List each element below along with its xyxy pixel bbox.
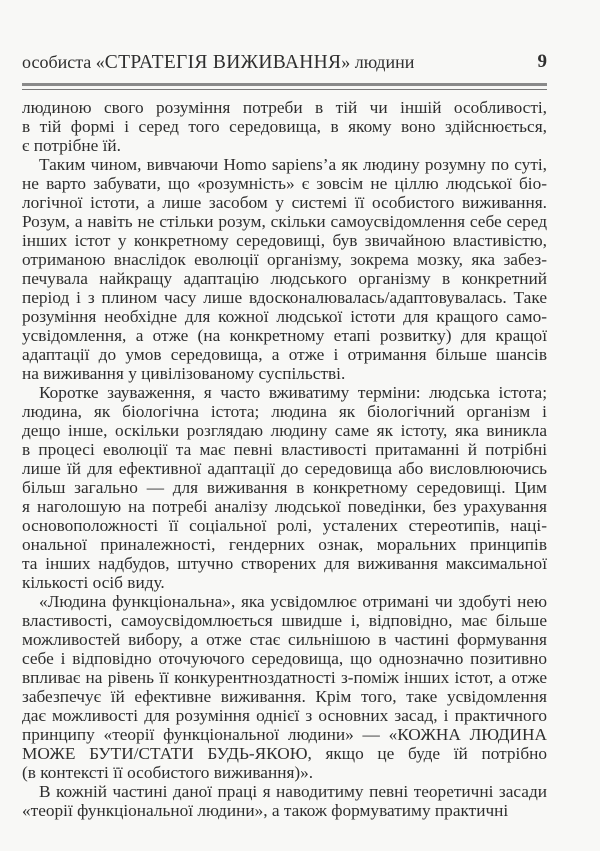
page-number: 9: [537, 51, 547, 72]
text-line: ональної приналежності, гендерних ознак, моральних принципів: [22, 535, 547, 554]
paragraph: [22, 98, 547, 155]
text-line: основоположності її соціальної ролі, усталених стереотипів, наці-: [22, 516, 547, 535]
running-header: [22, 52, 547, 76]
paragraph: [22, 155, 547, 383]
text-line: властивості, самоусвідомлюється швидше і, відповідно, має більше: [22, 611, 547, 630]
text-line: людина, як біологічна істота; людина як біологічний організм і: [22, 402, 547, 421]
text-line: «теорії функціональної людини», а також формуватиму практичні: [22, 801, 509, 820]
text-line: дає можливості для розуміння однієї з основних засад, і практичного: [22, 706, 547, 725]
text-line: в процесі еволюції та має певні властивості притаманні й потрібні: [22, 440, 547, 459]
text-line: інших істот у конкретному середовищі, був звичайною властивістю,: [22, 231, 547, 250]
text-line: логічної істоти, а лише засобом у системі її особистого виживання.: [22, 193, 547, 212]
text-line: на виживання у цивілізованому суспільстві.: [22, 364, 346, 383]
text-line: Таким чином, вивчаючи Homo sapiens’a як людину розумну по суті,: [39, 155, 547, 174]
paragraph: [22, 782, 547, 820]
paragraph: [22, 592, 547, 782]
text-line: себе і відповідно оточуючого середовища, що однозначно позитивно: [22, 649, 547, 668]
text-line: Коротке зауваження, я часто вживатиму терміни: людська істота;: [39, 383, 547, 402]
text-line: не варто забувати, що «розумність» є зовсім не ціллю людської біо-: [22, 174, 547, 193]
text-line: (в контексті її особистого виживання)».: [22, 763, 314, 782]
text-line: я наголошую на потребі аналізу людської поведінки, без урахування: [22, 497, 547, 516]
text-line: та інших надбудов, штучно створених для виживання максимальної: [22, 554, 547, 573]
text-line: принципу «теорії функціональної людини» — «КОЖНА ЛЮДИНА: [22, 725, 547, 744]
text-line: можливостей вибору, а отже стає сильнішою в частині формування: [22, 630, 547, 649]
text-line: впливає на рівень її конкурентноздатності з-поміж інших істот, а отже: [22, 668, 547, 687]
running-header-title: [22, 52, 414, 74]
text-line: забезпечує їй ефективне виживання. Крім того, таке усвідомлення: [22, 687, 547, 706]
text-line: МОЖЕ БУТИ/СТАТИ БУДЬ-ЯКОЮ, якщо це буде їй потрібно: [22, 744, 547, 763]
page-body: [22, 98, 547, 820]
text-line: отриманою внаслідок еволюції організму, зокрема мозку, яка забез-: [22, 250, 547, 269]
text-line: є потрібне їй.: [22, 136, 122, 155]
text-line: розуміння необхідне для кожної людської істоти для кращого само-: [22, 307, 547, 326]
text-line: період і з плином часу лише вдосконалювалась/адаптовувалась. Таке: [22, 288, 547, 307]
text-line: лише їй для ефективної адаптації до середовища або висловлюючись: [22, 459, 547, 478]
header-title-caps: СТРАТЕГІЯ ВИЖИВАННЯ: [104, 52, 342, 73]
text-line: дещо інше, оскільки розглядаю людину саме як істоту, яка виникла: [22, 421, 547, 440]
header-title-prefix: особиста «: [22, 52, 105, 72]
text-line: усвідомлення, а отже (на конкретному етапі розвитку) для кращої: [22, 326, 547, 345]
paragraph: [22, 383, 547, 592]
text-line: В кожній частині даної праці я наводитиму певні теоретичні засади: [39, 782, 547, 801]
text-line: печувала найкращу адаптацію людського організму в конкретний: [22, 269, 547, 288]
header-rule-thick: [22, 83, 547, 86]
header-title-suffix: » людини: [341, 52, 415, 72]
text-line: більш загально — для виживання в конкретному середовищі. Цим: [22, 478, 547, 497]
text-line: «Людина функціональна», яка усвідомлює отримані чи здобуті нею: [39, 592, 547, 611]
text-line: людиною свого розуміння потреби в тій чи іншій особливості,: [22, 98, 547, 117]
text-line: кількості осіб виду.: [22, 573, 165, 592]
header-rule-thin: [22, 89, 547, 90]
text-line: адаптації до умов середовища, а отже і отримання більше шансів: [22, 345, 547, 364]
text-line: в тій формі і серед того середовища, в якому воно здійснюється,: [22, 117, 547, 136]
text-line: Розум, а навіть не стільки розум, скільки самоусвідомлення себе серед: [22, 212, 547, 231]
